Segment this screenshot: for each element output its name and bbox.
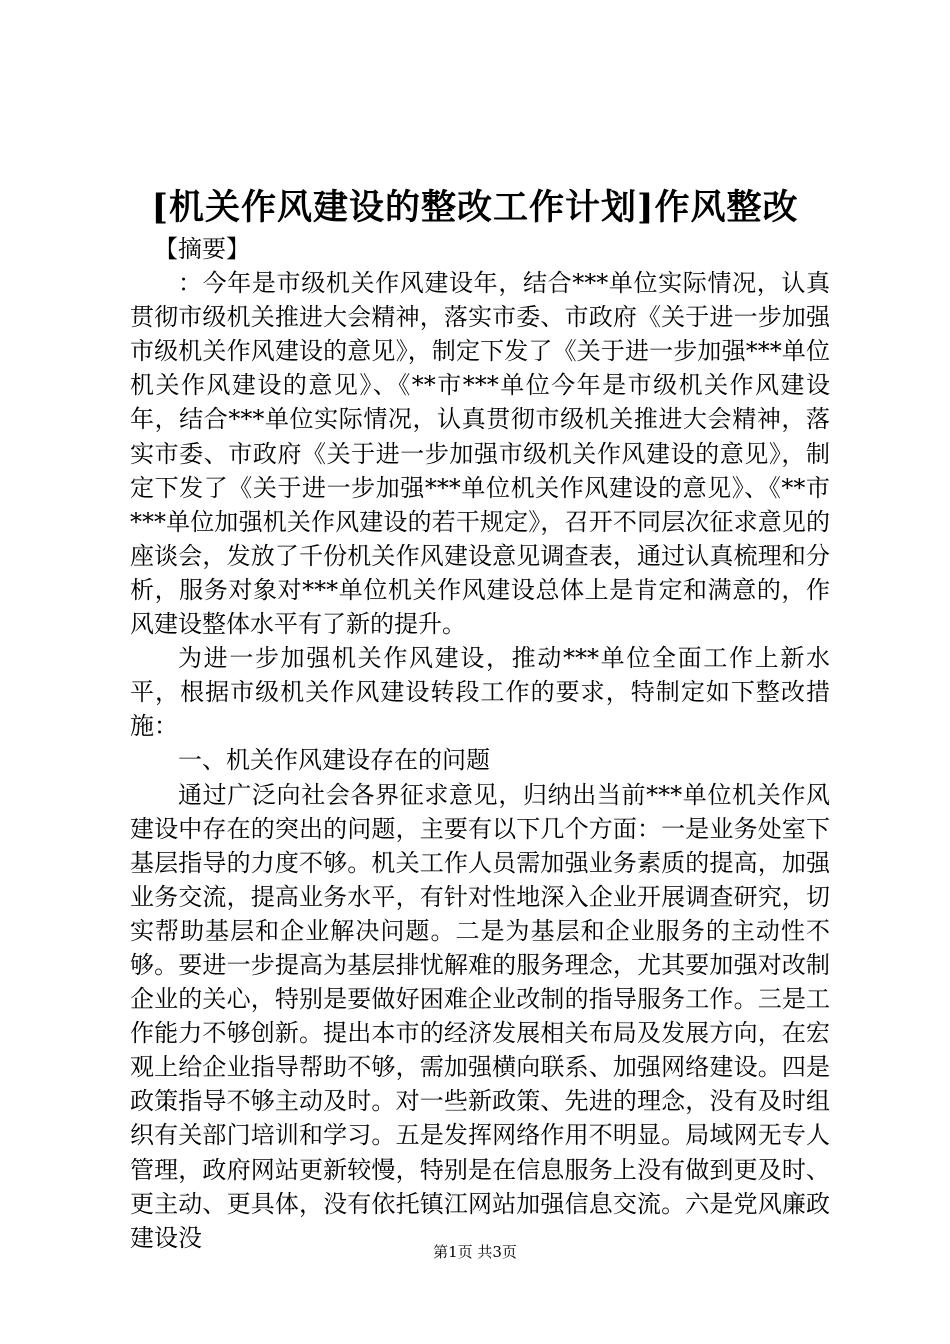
section-heading: 一、机关作风建设存在的问题: [178, 746, 490, 775]
intro-paragraph: 为进一步加强机关作风建设，推动***单位全面工作上新水平，根据市级机关作风建设转段工作的要求，特制定如下整改措施：: [130, 644, 830, 741]
page-footer: 第1页 共3页: [433, 1243, 517, 1261]
problems-paragraph: 通过广泛向社会各界征求意见，归纳出当前***单位机关作风建设中存在的突出的问题，主要有以下几个方面：一是业务处室下基层指导的力度不够。机关工作人员需加强业务素质的提高，加强业务交流，提高业务水平，有针对性地深入企业开展调查研究，切实帮助基层和企业解决问题。二是为基层和企业服务的主动性不够。要进一步提高为基层排忧解难的服务理念，尤其要加强对改制企业的关心，特别是要做好困难企业改制的指导服务工作。三是工作能力不够创新。提出本市的经济发展相关布局及发展方向，在宏观上给企业指导帮助不够，需加强横向联系、加强网络建设。四是政策指导不够主动及时。对一些新政策、先进的理念，没有及时组织有关部门培训和学习。五是发挥网络作用不明显。局域网无专人管理，政府网站更新较慢，特别是在信息服务上没有做到更及时、更主动、更具体，没有依托镇江网站加强信息交流。六是党风廉政建设没: [130, 780, 830, 1252]
abstract-label: 【摘要】: [154, 235, 250, 263]
document-body: [130, 232, 830, 1255]
document-title: [机关作风建设的整改工作计划]作风整改: [151, 187, 799, 228]
abstract-paragraph: ：今年是市级机关作风建设年，结合***单位实际情况，认真贯彻市级机关推进大会精神，落实市委、市政府《关于进一步加强市级机关作风建设的意见》，制定下发了《关于进一步加强***单位机关作风建设的意见》、《**市***单位今年是市级机关作风建设年，结合***单位实际情况，认真贯彻市级机关推进大会精神，落实市委、市政府《关于进一步加强市级机关作风建设的意见》，制定下发了《关于进一步加强***单位机关作风建设的意见》、《**市***单位加强机关作风建设的若干规定》，召开不同层次征求意见的座谈会，发放了千份机关作风建设意见调查表，通过认真梳理和分析，服务对象对***单位机关作风建设总体上是肯定和满意的，作风建设整体水平有了新的提升。: [130, 269, 830, 639]
